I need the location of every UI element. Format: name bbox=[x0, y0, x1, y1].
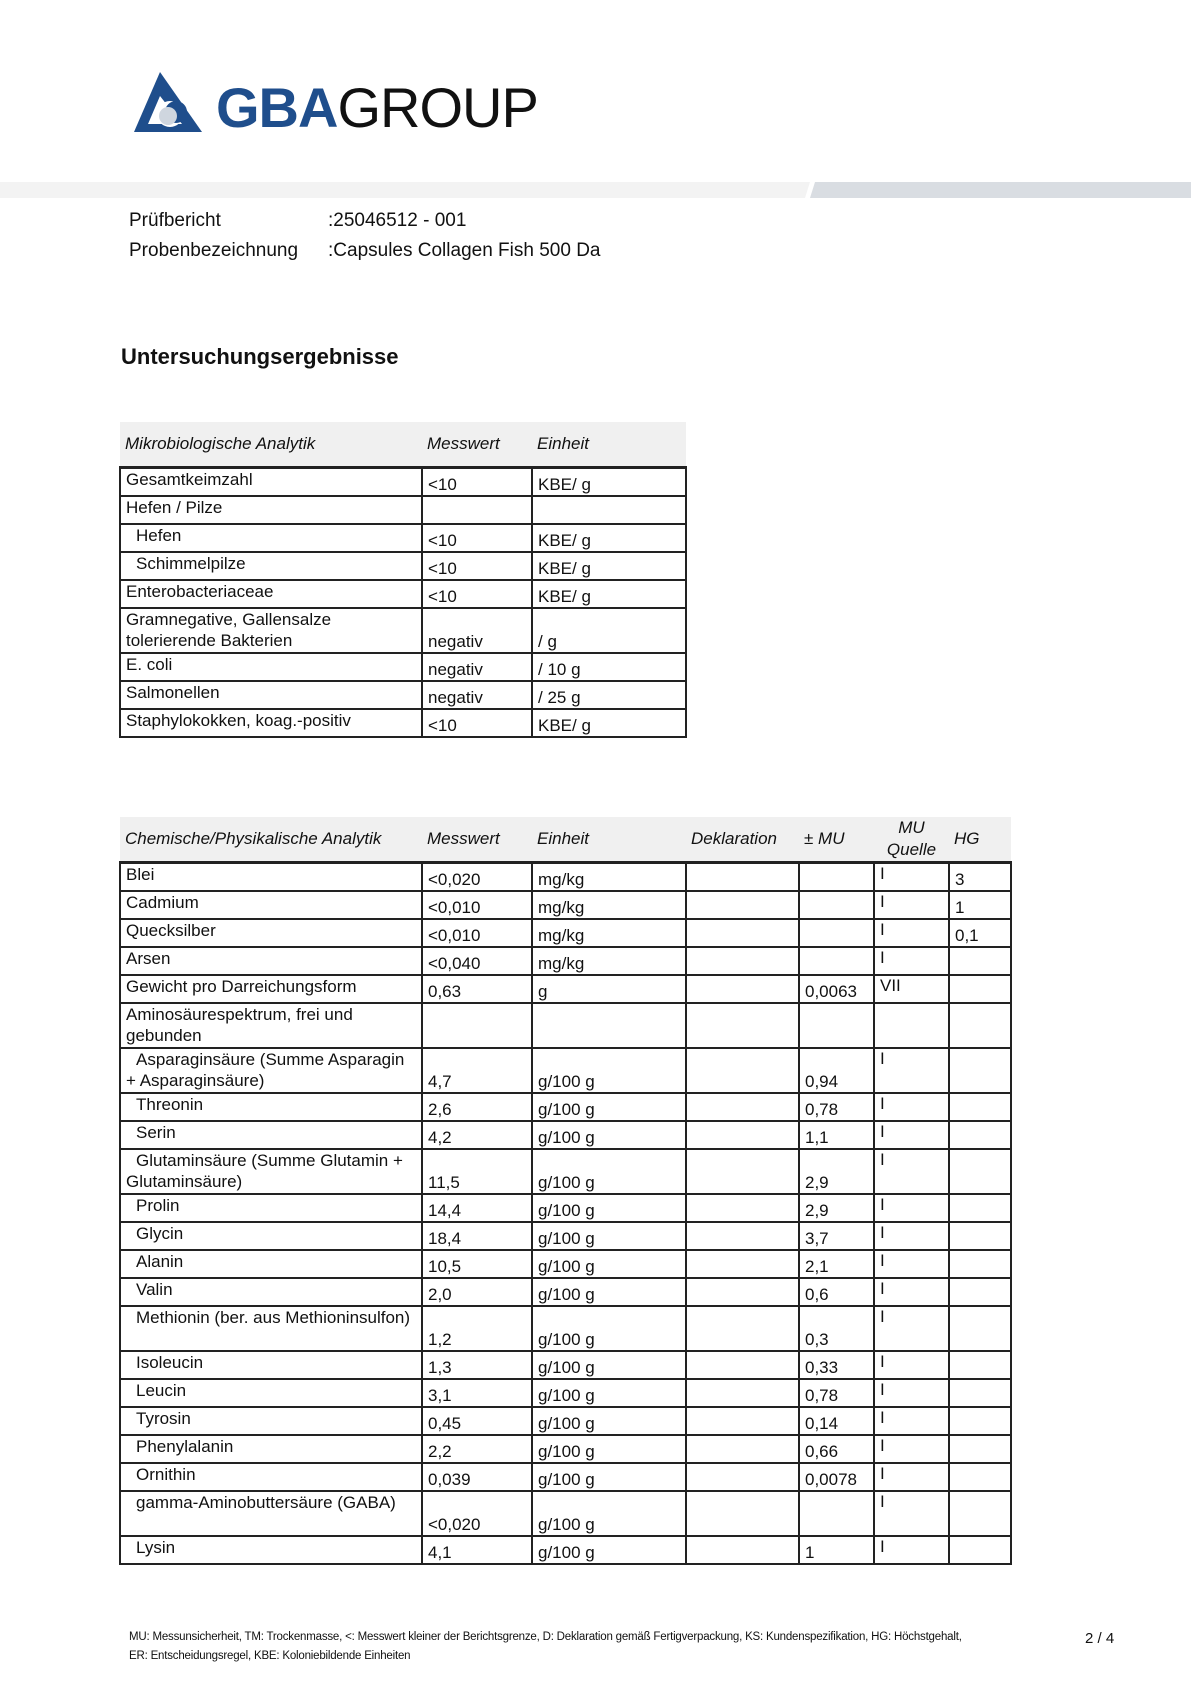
chem-cell-mu bbox=[799, 919, 874, 947]
chem-header-param: Chemische/Physikalische Analytik bbox=[120, 817, 422, 863]
chem-param-label: Isoleucin bbox=[136, 1353, 204, 1372]
section-title: Untersuchungsergebnisse bbox=[121, 344, 399, 369]
chem-cell-src: I bbox=[874, 1194, 949, 1222]
micro-row bbox=[120, 468, 686, 497]
chem-cell-src: I bbox=[874, 1407, 949, 1435]
chem-cell-value: 18,4 bbox=[422, 1222, 532, 1250]
chem-cell-decl bbox=[686, 1194, 799, 1222]
chem-cell-src: I bbox=[874, 1149, 949, 1194]
chem-param-label: Valin bbox=[136, 1280, 173, 1299]
chem-cell-unit: g/100 g bbox=[532, 1306, 686, 1351]
chem-cell-mu: 0,6 bbox=[799, 1278, 874, 1306]
chem-cell-hg bbox=[949, 1407, 1011, 1435]
chem-param-label: Serin bbox=[136, 1123, 176, 1142]
chem-row bbox=[120, 1278, 1011, 1306]
chem-cell-hg bbox=[949, 1093, 1011, 1121]
chem-cell-param bbox=[120, 1407, 422, 1435]
chem-cell-value: 10,5 bbox=[422, 1250, 532, 1278]
chem-cell-unit bbox=[532, 1003, 686, 1048]
chem-cell-decl bbox=[686, 1379, 799, 1407]
micro-table bbox=[119, 422, 687, 738]
chem-cell-hg: 1 bbox=[949, 891, 1011, 919]
chem-cell-decl bbox=[686, 1222, 799, 1250]
chem-cell-value: 2,0 bbox=[422, 1278, 532, 1306]
chem-cell-decl bbox=[686, 975, 799, 1003]
footnote bbox=[129, 1628, 962, 1666]
chem-param-label: Prolin bbox=[136, 1196, 180, 1215]
chem-cell-decl bbox=[686, 1306, 799, 1351]
chem-cell-unit: g/100 g bbox=[532, 1149, 686, 1194]
micro-cell-value bbox=[422, 496, 532, 524]
chem-cell-hg bbox=[949, 975, 1011, 1003]
micro-row bbox=[120, 580, 686, 608]
micro-param-label: E. coli bbox=[126, 655, 173, 674]
chem-cell-unit: g/100 g bbox=[532, 1093, 686, 1121]
chem-cell-param bbox=[120, 947, 422, 975]
micro-cell-unit: / 10 g bbox=[532, 653, 686, 681]
chem-cell-mu: 2,9 bbox=[799, 1194, 874, 1222]
micro-cell-param bbox=[120, 496, 422, 524]
chem-param-label: gamma-Aminobuttersäure (GABA) bbox=[136, 1493, 396, 1512]
chem-cell-mu: 1 bbox=[799, 1536, 874, 1564]
chem-cell-decl bbox=[686, 1351, 799, 1379]
chem-cell-value: 1,2 bbox=[422, 1306, 532, 1351]
chem-cell-decl bbox=[686, 1278, 799, 1306]
micro-param-label: Hefen bbox=[136, 526, 182, 545]
micro-header-unit: Einheit bbox=[532, 422, 686, 468]
chem-cell-src: I bbox=[874, 1491, 949, 1536]
micro-cell-value: <10 bbox=[422, 709, 532, 737]
chem-cell-mu: 2,9 bbox=[799, 1149, 874, 1194]
chem-cell-src: I bbox=[874, 1536, 949, 1564]
logo-text-regular: GROUP bbox=[337, 76, 538, 139]
chem-cell-param bbox=[120, 1194, 422, 1222]
chem-cell-decl bbox=[686, 863, 799, 892]
chem-cell-value: 2,6 bbox=[422, 1093, 532, 1121]
chem-cell-unit: g/100 g bbox=[532, 1222, 686, 1250]
chem-cell-hg bbox=[949, 1278, 1011, 1306]
chem-cell-mu: 1,1 bbox=[799, 1121, 874, 1149]
chem-row bbox=[120, 1121, 1011, 1149]
chem-table bbox=[119, 817, 1012, 1565]
micro-param-label: Salmonellen bbox=[126, 683, 220, 702]
chem-cell-value: 0,45 bbox=[422, 1407, 532, 1435]
footnote-line-1: MU: Messunsicherheit, TM: Trockenmasse, <: Messwert kleiner der Berichtsgrenze, D: Deklaration gemäß Fertigverpackung, KS: Kundenspezifikation, HG: Höchstgehalt, bbox=[129, 1631, 962, 1643]
chem-cell-mu bbox=[799, 891, 874, 919]
chem-cell-hg bbox=[949, 1379, 1011, 1407]
chem-cell-mu bbox=[799, 1491, 874, 1536]
micro-row bbox=[120, 608, 686, 653]
chem-row bbox=[120, 1407, 1011, 1435]
chem-cell-unit: mg/kg bbox=[532, 919, 686, 947]
micro-cell-unit: / 25 g bbox=[532, 681, 686, 709]
chem-cell-decl bbox=[686, 1536, 799, 1564]
chem-cell-value: 4,7 bbox=[422, 1048, 532, 1093]
chem-cell-decl bbox=[686, 1407, 799, 1435]
chem-cell-hg bbox=[949, 1491, 1011, 1536]
chem-cell-hg bbox=[949, 1149, 1011, 1194]
chem-cell-param bbox=[120, 1435, 422, 1463]
chem-param-label: Lysin bbox=[136, 1538, 176, 1557]
chem-cell-value: 3,1 bbox=[422, 1379, 532, 1407]
report-meta bbox=[129, 206, 601, 266]
chem-cell-param bbox=[120, 863, 422, 892]
chem-row bbox=[120, 1003, 1011, 1048]
chem-cell-mu: 0,66 bbox=[799, 1435, 874, 1463]
chem-cell-decl bbox=[686, 947, 799, 975]
chem-cell-param bbox=[120, 1121, 422, 1149]
chem-cell-unit: g/100 g bbox=[532, 1278, 686, 1306]
chem-param-label: Leucin bbox=[136, 1381, 187, 1400]
chem-row bbox=[120, 1379, 1011, 1407]
sample-label: Probenbezeichnung bbox=[129, 240, 299, 261]
gba-group-logo bbox=[130, 70, 538, 145]
chem-param-label: Asparaginsäure (Summe Asparagin + Asparaginsäure) bbox=[126, 1050, 405, 1090]
micro-cell-value: <10 bbox=[422, 552, 532, 580]
chem-cell-value: 1,3 bbox=[422, 1351, 532, 1379]
chem-cell-hg bbox=[949, 1003, 1011, 1048]
chem-cell-param bbox=[120, 1093, 422, 1121]
chem-cell-value: <0,010 bbox=[422, 919, 532, 947]
chem-cell-param bbox=[120, 1351, 422, 1379]
chem-cell-src: I bbox=[874, 1306, 949, 1351]
chem-cell-hg bbox=[949, 1121, 1011, 1149]
micro-cell-param bbox=[120, 524, 422, 552]
chem-header-mu: ± MU bbox=[799, 817, 874, 863]
chem-cell-value: <0,040 bbox=[422, 947, 532, 975]
chem-param-label: Ornithin bbox=[136, 1465, 196, 1484]
chem-cell-src: VII bbox=[874, 975, 949, 1003]
chem-cell-decl bbox=[686, 1250, 799, 1278]
micro-cell-param bbox=[120, 552, 422, 580]
chem-row bbox=[120, 1351, 1011, 1379]
micro-cell-param bbox=[120, 653, 422, 681]
chem-cell-mu: 0,0078 bbox=[799, 1463, 874, 1491]
micro-cell-unit bbox=[532, 496, 686, 524]
chem-cell-src: I bbox=[874, 1093, 949, 1121]
chem-cell-param bbox=[120, 1278, 422, 1306]
micro-cell-param bbox=[120, 580, 422, 608]
chem-cell-src: I bbox=[874, 1048, 949, 1093]
chem-param-label: Glycin bbox=[136, 1224, 184, 1243]
chem-row bbox=[120, 1048, 1011, 1093]
chem-cell-decl bbox=[686, 1435, 799, 1463]
chem-cell-src bbox=[874, 1003, 949, 1048]
chem-header-unit: Einheit bbox=[532, 817, 686, 863]
chem-cell-hg: 3 bbox=[949, 863, 1011, 892]
chem-param-label: Cadmium bbox=[126, 893, 199, 912]
chem-cell-value: 11,5 bbox=[422, 1149, 532, 1194]
chem-cell-value: 4,2 bbox=[422, 1121, 532, 1149]
chem-cell-value bbox=[422, 1003, 532, 1048]
chem-row bbox=[120, 1250, 1011, 1278]
micro-cell-param bbox=[120, 681, 422, 709]
chem-cell-param bbox=[120, 1536, 422, 1564]
chem-cell-src: I bbox=[874, 1121, 949, 1149]
chem-row bbox=[120, 1093, 1011, 1121]
chem-row bbox=[120, 975, 1011, 1003]
micro-param-label: Enterobacteriaceae bbox=[126, 582, 274, 601]
micro-cell-unit: KBE/ g bbox=[532, 468, 686, 497]
chem-cell-value: 14,4 bbox=[422, 1194, 532, 1222]
chem-cell-unit: g/100 g bbox=[532, 1121, 686, 1149]
chem-row bbox=[120, 1463, 1011, 1491]
report-label: Prüfbericht bbox=[129, 210, 221, 231]
chem-cell-unit: mg/kg bbox=[532, 863, 686, 892]
chem-cell-decl bbox=[686, 1003, 799, 1048]
chem-cell-mu: 0,3 bbox=[799, 1306, 874, 1351]
chem-cell-mu: 3,7 bbox=[799, 1222, 874, 1250]
chem-cell-decl bbox=[686, 1048, 799, 1093]
micro-row bbox=[120, 552, 686, 580]
chem-cell-value: <0,020 bbox=[422, 1491, 532, 1536]
chem-cell-decl bbox=[686, 1093, 799, 1121]
chem-cell-mu: 2,1 bbox=[799, 1250, 874, 1278]
chem-cell-mu: 0,78 bbox=[799, 1093, 874, 1121]
micro-header-row bbox=[120, 422, 686, 468]
chem-cell-decl bbox=[686, 1491, 799, 1536]
chem-cell-mu: 0,94 bbox=[799, 1048, 874, 1093]
chem-cell-src: I bbox=[874, 1379, 949, 1407]
micro-cell-value: negativ bbox=[422, 653, 532, 681]
chem-header-declaration: Deklaration bbox=[686, 817, 799, 863]
micro-cell-unit: KBE/ g bbox=[532, 709, 686, 737]
chem-cell-mu bbox=[799, 1003, 874, 1048]
micro-param-label: Gramnegative, Gallensalze tolerierende Bakterien bbox=[126, 610, 332, 650]
chem-header-value: Messwert bbox=[422, 817, 532, 863]
chem-row bbox=[120, 919, 1011, 947]
chem-param-label: Blei bbox=[126, 865, 155, 884]
micro-param-label: Hefen / Pilze bbox=[126, 498, 223, 517]
chem-param-label: Glutaminsäure (Summe Glutamin + Glutaminsäure) bbox=[126, 1151, 403, 1191]
chem-row bbox=[120, 1306, 1011, 1351]
chem-cell-unit: g/100 g bbox=[532, 1463, 686, 1491]
chem-cell-param bbox=[120, 975, 422, 1003]
micro-cell-value: <10 bbox=[422, 580, 532, 608]
chem-cell-decl bbox=[686, 1463, 799, 1491]
chem-param-label: Arsen bbox=[126, 949, 171, 968]
page-number: 2 / 4 bbox=[1085, 1630, 1115, 1647]
chem-cell-src: I bbox=[874, 947, 949, 975]
chem-row bbox=[120, 1222, 1011, 1250]
chem-cell-decl bbox=[686, 891, 799, 919]
micro-row bbox=[120, 524, 686, 552]
chem-cell-value: 2,2 bbox=[422, 1435, 532, 1463]
chem-cell-value: <0,010 bbox=[422, 891, 532, 919]
chem-cell-mu: 0,14 bbox=[799, 1407, 874, 1435]
gba-logo-mark-icon bbox=[130, 70, 204, 136]
sample-name: :Capsules Collagen Fish 500 Da bbox=[328, 240, 601, 261]
chem-cell-hg bbox=[949, 1463, 1011, 1491]
micro-cell-value: negativ bbox=[422, 681, 532, 709]
micro-cell-param bbox=[120, 468, 422, 497]
chem-cell-decl bbox=[686, 1149, 799, 1194]
chem-cell-param bbox=[120, 1250, 422, 1278]
sample-row bbox=[129, 236, 601, 266]
chem-cell-src: I bbox=[874, 1463, 949, 1491]
chem-row bbox=[120, 891, 1011, 919]
chem-cell-src: I bbox=[874, 1222, 949, 1250]
micro-cell-value: <10 bbox=[422, 524, 532, 552]
chem-param-label: Aminosäurespektrum, frei und gebunden bbox=[126, 1005, 353, 1045]
chem-cell-param bbox=[120, 1379, 422, 1407]
chem-cell-src: I bbox=[874, 1351, 949, 1379]
chem-cell-hg bbox=[949, 1048, 1011, 1093]
chem-cell-unit: g/100 g bbox=[532, 1536, 686, 1564]
chem-cell-src: I bbox=[874, 1435, 949, 1463]
chem-cell-hg bbox=[949, 1222, 1011, 1250]
chem-cell-value: <0,020 bbox=[422, 863, 532, 892]
header-band bbox=[0, 182, 1191, 198]
chem-cell-mu: 0,33 bbox=[799, 1351, 874, 1379]
micro-cell-param bbox=[120, 709, 422, 737]
chem-cell-hg bbox=[949, 1194, 1011, 1222]
chem-row bbox=[120, 1149, 1011, 1194]
chem-cell-unit: g bbox=[532, 975, 686, 1003]
chem-cell-value: 0,63 bbox=[422, 975, 532, 1003]
chem-cell-unit: g/100 g bbox=[532, 1379, 686, 1407]
micro-row bbox=[120, 653, 686, 681]
micro-param-label: Schimmelpilze bbox=[136, 554, 246, 573]
chem-row bbox=[120, 1194, 1011, 1222]
micro-param-label: Staphylokokken, koag.-positiv bbox=[126, 711, 351, 730]
micro-cell-unit: KBE/ g bbox=[532, 580, 686, 608]
chem-cell-src: I bbox=[874, 1250, 949, 1278]
footnote-line-2: ER: Entscheidungsregel, KBE: Koloniebildende Einheiten bbox=[129, 1650, 411, 1662]
chem-cell-mu: 0,0063 bbox=[799, 975, 874, 1003]
chem-cell-decl bbox=[686, 1121, 799, 1149]
chem-param-label: Methionin (ber. aus Methioninsulfon) bbox=[136, 1308, 411, 1327]
chem-param-label: Threonin bbox=[136, 1095, 204, 1114]
chem-param-label: Tyrosin bbox=[136, 1409, 191, 1428]
chem-cell-mu: 0,78 bbox=[799, 1379, 874, 1407]
chem-param-label: Phenylalanin bbox=[136, 1437, 234, 1456]
chem-cell-mu bbox=[799, 947, 874, 975]
chem-param-label: Gewicht pro Darreichungsform bbox=[126, 977, 357, 996]
chem-header-row bbox=[120, 817, 1011, 863]
micro-cell-value: <10 bbox=[422, 468, 532, 497]
chem-cell-value: 0,039 bbox=[422, 1463, 532, 1491]
chem-cell-unit: mg/kg bbox=[532, 891, 686, 919]
micro-header-param: Mikrobiologische Analytik bbox=[120, 422, 422, 468]
chem-cell-src: I bbox=[874, 863, 949, 892]
micro-row bbox=[120, 681, 686, 709]
chem-cell-hg bbox=[949, 1250, 1011, 1278]
chem-cell-param bbox=[120, 1491, 422, 1536]
chem-cell-src: I bbox=[874, 1278, 949, 1306]
micro-cell-unit: KBE/ g bbox=[532, 552, 686, 580]
chem-row bbox=[120, 947, 1011, 975]
chem-cell-param bbox=[120, 1149, 422, 1194]
chem-cell-hg bbox=[949, 947, 1011, 975]
micro-cell-unit: / g bbox=[532, 608, 686, 653]
chem-cell-unit: g/100 g bbox=[532, 1435, 686, 1463]
chem-cell-param bbox=[120, 1048, 422, 1093]
logo-text-bold: GBA bbox=[216, 76, 338, 139]
chem-cell-unit: g/100 g bbox=[532, 1491, 686, 1536]
chem-cell-param bbox=[120, 1463, 422, 1491]
logo-wordmark bbox=[216, 76, 538, 140]
chem-cell-src: I bbox=[874, 891, 949, 919]
chem-cell-param bbox=[120, 1222, 422, 1250]
chem-cell-param bbox=[120, 891, 422, 919]
micro-cell-param bbox=[120, 608, 422, 653]
chem-cell-mu bbox=[799, 863, 874, 892]
chem-cell-unit: g/100 g bbox=[532, 1250, 686, 1278]
chem-row bbox=[120, 863, 1011, 892]
chem-cell-unit: g/100 g bbox=[532, 1194, 686, 1222]
chem-cell-hg bbox=[949, 1351, 1011, 1379]
chem-cell-param bbox=[120, 919, 422, 947]
chem-header-hg: HG bbox=[949, 817, 1011, 863]
micro-header-value: Messwert bbox=[422, 422, 532, 468]
chem-cell-value: 4,1 bbox=[422, 1536, 532, 1564]
report-number-row bbox=[129, 206, 601, 236]
micro-row bbox=[120, 709, 686, 737]
micro-param-label: Gesamtkeimzahl bbox=[126, 470, 253, 489]
chem-cell-unit: g/100 g bbox=[532, 1351, 686, 1379]
chem-cell-unit: g/100 g bbox=[532, 1048, 686, 1093]
chem-param-label: Quecksilber bbox=[126, 921, 216, 940]
chem-cell-unit: mg/kg bbox=[532, 947, 686, 975]
chem-cell-decl bbox=[686, 919, 799, 947]
micro-cell-value: negativ bbox=[422, 608, 532, 653]
micro-cell-unit: KBE/ g bbox=[532, 524, 686, 552]
chem-cell-hg: 0,1 bbox=[949, 919, 1011, 947]
chem-cell-hg bbox=[949, 1435, 1011, 1463]
chem-row bbox=[120, 1536, 1011, 1564]
chem-row bbox=[120, 1435, 1011, 1463]
chem-cell-hg bbox=[949, 1536, 1011, 1564]
chem-row bbox=[120, 1491, 1011, 1536]
chem-cell-unit: g/100 g bbox=[532, 1407, 686, 1435]
chem-param-label: Alanin bbox=[136, 1252, 184, 1271]
chem-cell-src: I bbox=[874, 919, 949, 947]
report-number: :25046512 - 001 bbox=[328, 210, 467, 231]
chem-header-mu-source: MU Quelle bbox=[874, 817, 949, 863]
micro-row bbox=[120, 496, 686, 524]
chem-cell-param bbox=[120, 1306, 422, 1351]
chem-cell-param bbox=[120, 1003, 422, 1048]
chem-cell-hg bbox=[949, 1306, 1011, 1351]
